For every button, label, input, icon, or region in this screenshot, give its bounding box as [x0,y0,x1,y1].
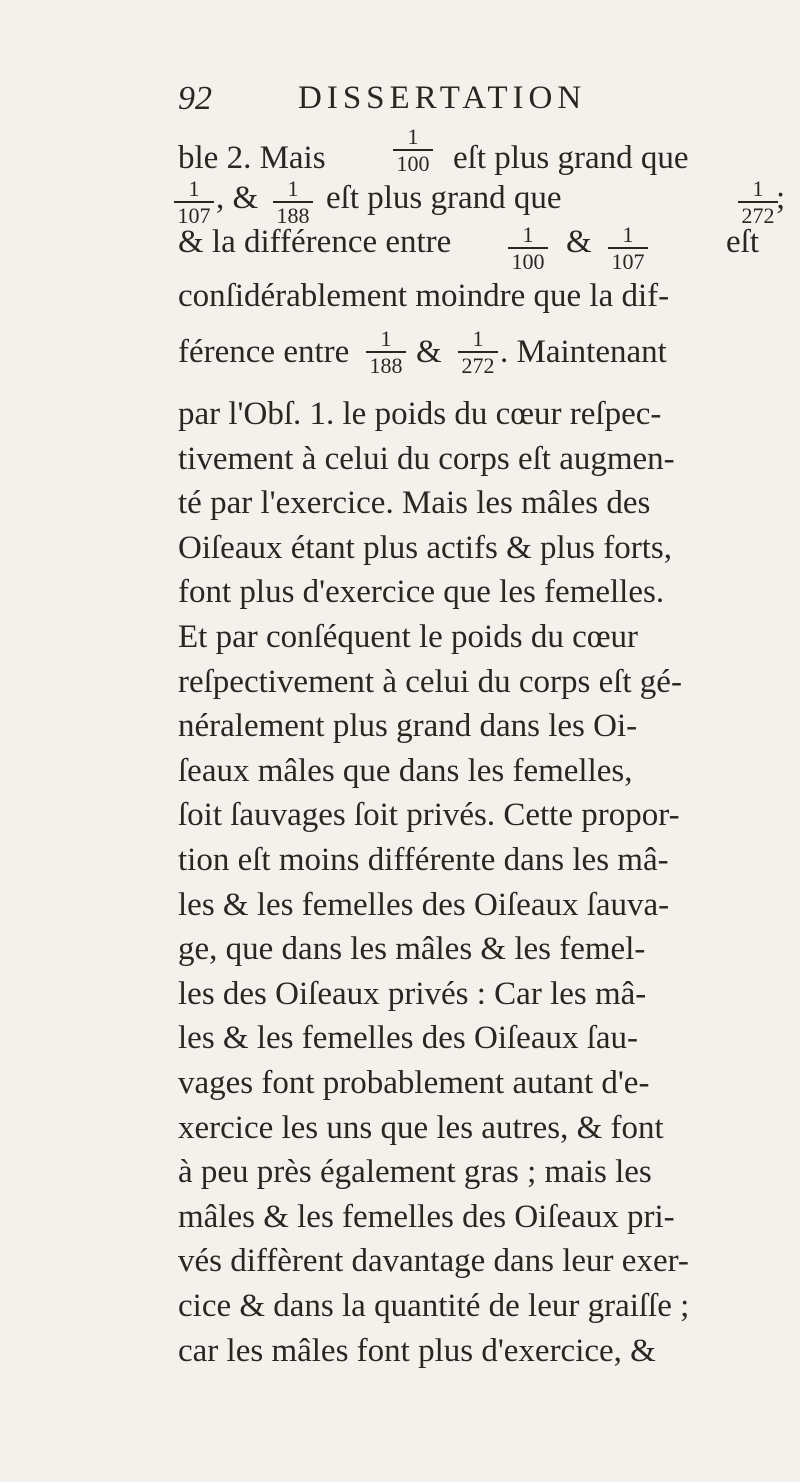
math-text: , & [216,180,259,216]
text-line: ſeaux mâles que dans les femelles, [178,752,633,789]
text-line: tion eſt moins différente dans les mâ- [178,842,669,878]
numerator: 1 [366,328,406,353]
math-text: eſt [726,224,759,260]
text-line: mâles & les femelles des Oiſeaux pri- [178,1198,675,1235]
denominator: 107 [611,249,645,274]
page-header [178,80,698,126]
text-line: xercice les uns que les autres, & font [178,1109,664,1146]
math-text: ; [776,180,786,216]
math-text: eſt plus grand que [326,180,562,216]
text-line: Et par conſéquent le poids du cœur [178,619,639,655]
text-line: ge, que dans les mâles & les femel- [178,931,646,968]
body-text [178,392,790,1452]
numerator: 1 [458,328,498,353]
numerator: 1 [174,178,214,203]
text-line: vages font probablement autant d'e- [178,1065,650,1101]
denominator: 107 [177,203,211,228]
fraction [273,178,313,227]
text-line: Oiſeaux étant plus actifs & plus forts, [178,529,672,566]
text-line: cice & dans la quantité de leur graiſſe ; [178,1288,690,1324]
fraction [738,178,778,227]
numerator: 1 [273,178,313,203]
denominator: 100 [511,249,545,274]
text-line: néralement plus grand dans les Oi- [178,708,638,745]
text-line: tivement à celui du corps eſt augmen- [178,440,675,477]
numerator: 1 [608,224,648,249]
fraction [174,178,214,227]
math-text: & la différence entre [178,224,452,260]
page-number: 92 [178,80,212,117]
denominator: 188 [369,353,403,378]
fraction [393,126,433,175]
numerator: 1 [508,224,548,249]
text-line: car les mâles font plus d'exercice, & [178,1332,656,1369]
math-text: férence entre [178,334,350,370]
math-text: & [566,224,592,260]
text-line: reſpectivement à celui du corps eſt gé- [178,663,682,700]
text-line: vés diffèrent davantage dans leur exer- [178,1243,689,1280]
text-line: les & les femelles des Oiſeaux ſau- [178,1020,639,1057]
text-line: font plus d'exercice que les femelles. [178,574,665,611]
denominator: 188 [276,203,310,228]
text-line: par l'Obſ. 1. le poids du cœur reſpec- [178,396,662,432]
text-line: les & les femelles des Oiſeaux ſauva- [178,886,670,923]
text-line: té par l'exercice. Mais les mâles des [178,485,651,522]
numerator: 1 [393,126,433,151]
fraction [366,328,406,377]
denominator: 100 [396,151,430,176]
numerator: 1 [738,178,778,203]
math-text: eſt plus grand que [453,140,689,176]
denominator: 272 [741,203,775,228]
fraction [508,224,548,273]
fraction [608,224,648,273]
text-line: les des Oiſeaux privés : Car les mâ- [178,975,647,1012]
text-line: ſoit ſauvages ſoit privés. Cette propor- [178,797,680,834]
math-text: . Maintenant [500,334,667,370]
math-text: ble 2. Mais [178,140,326,176]
fraction [458,328,498,377]
math-text: conſidérablement moindre que la dif- [178,278,670,314]
math-text: & [416,334,442,370]
running-title: DISSERTATION [298,80,587,116]
denominator: 272 [461,353,495,378]
text-line: à peu près également gras ; mais les [178,1154,652,1191]
